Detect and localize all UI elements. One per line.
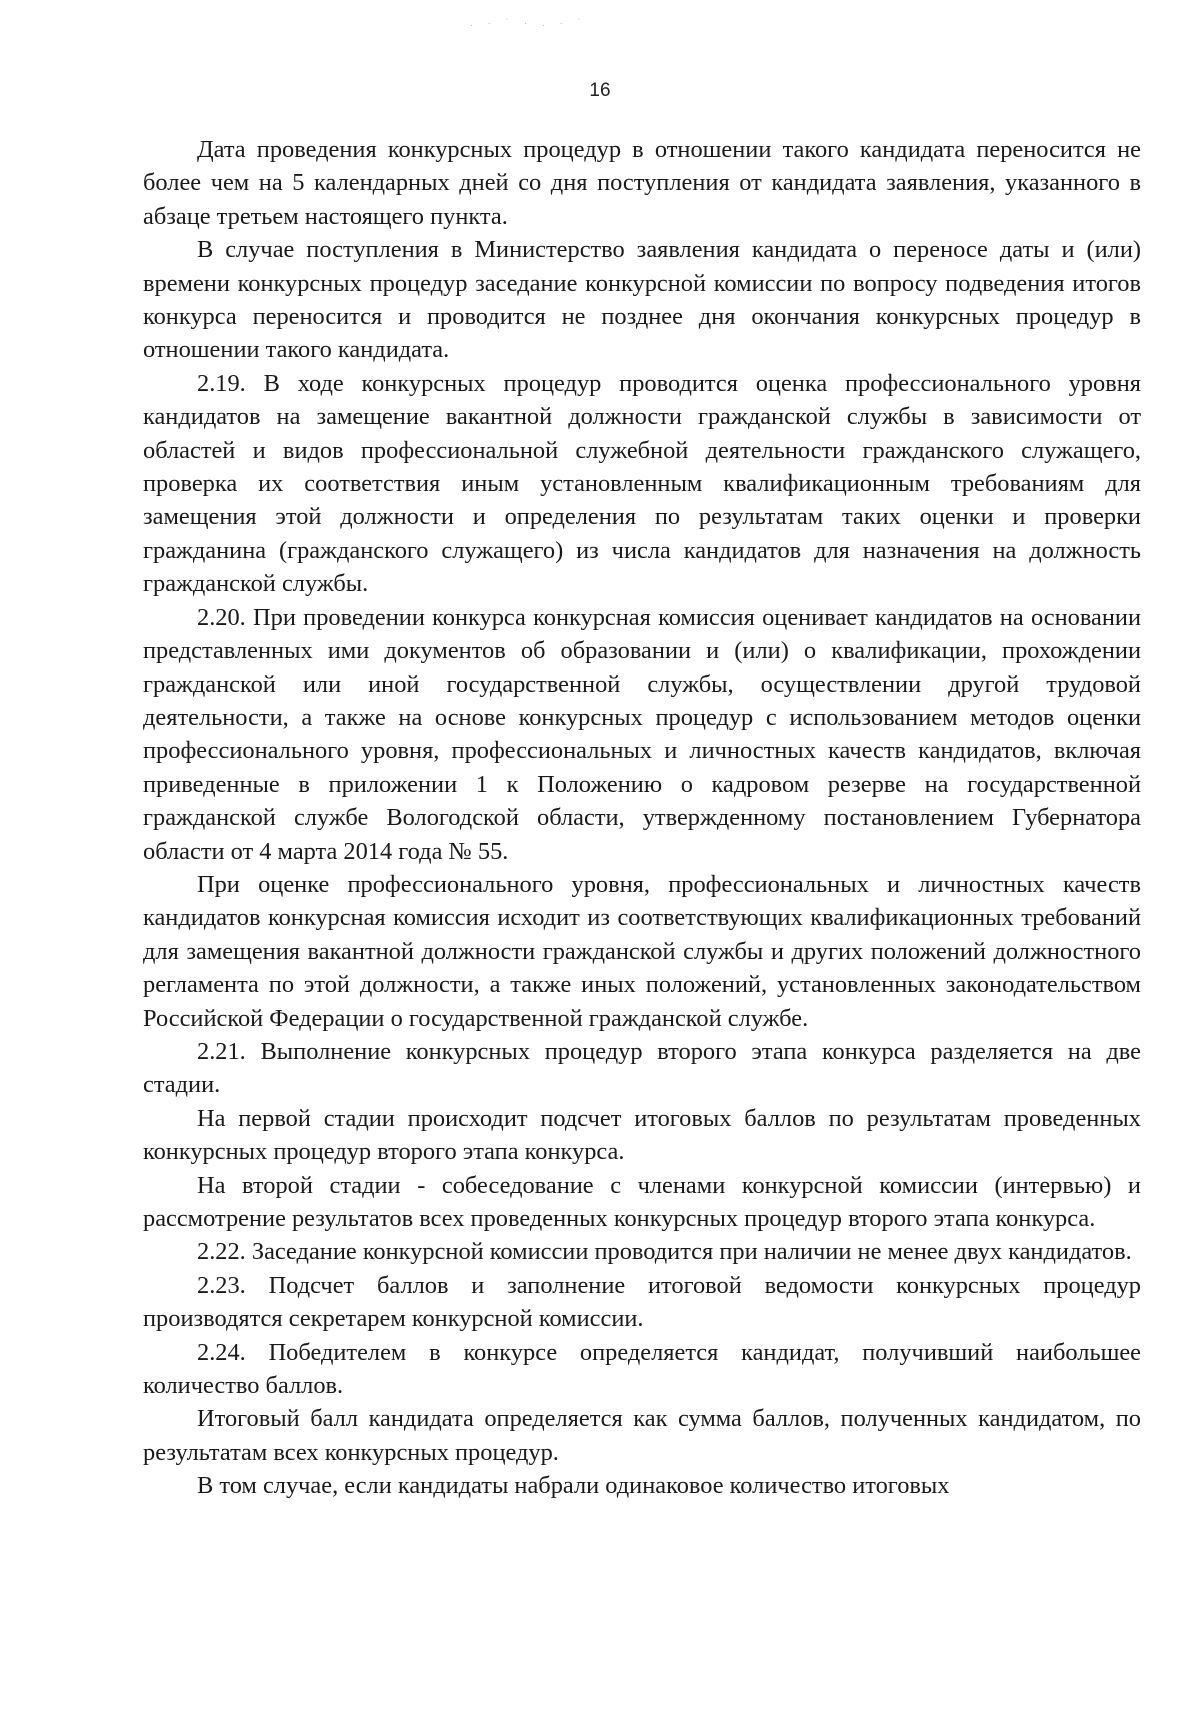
- paragraph: На первой стадии происходит подсчет итоговых баллов по результатам проведенных конкурсных процедур второго этапа конкурса.: [143, 1104, 1141, 1166]
- paragraph-2-21: 2.21. Выполнение конкурсных процедур второго этапа конкурса разделяется на две стадии.: [143, 1037, 1141, 1099]
- paragraph-2-20: 2.20. При проведении конкурса конкурсная комиссия оценивает кандидатов на основании представленных ими документов об образовании и (или) о квалификации, прохождении гражданской или иной государственной службы, осуществлении другой трудовой деятельности, а также на основе конкурсных процедур с использованием методов оценки профессионального уровня, профессиональных и личностных качеств кандидатов, включая приведенные в приложении 1 к Положению о кадровом резерве на государственной гражданской службе Вологодской области, утвержденному постановлением Губернатора области от 4 марта 2014 года № 55.: [143, 603, 1141, 865]
- scan-artifact: . · ˙ · . · ˙: [470, 18, 587, 29]
- paragraph-2-19: 2.19. В ходе конкурсных процедур проводится оценка профессионального уровня кандидатов на замещение вакантной должности гражданской службы в зависимости от областей и видов профессиональной служебной деятельности гражданского служащего, проверка их соответствия иным установленным квалификационным требованиям для замещения этой должности и определения по результатам таких оценки и проверки гражданина (гражданского служащего) из числа кандидатов для назначения на должность гражданской службы.: [143, 369, 1141, 598]
- paragraph-continued: В том случае, если кандидаты набрали одинаковое количество итоговых: [197, 1472, 950, 1500]
- paragraph: Итоговый балл кандидата определяется как сумма баллов, полученных кандидатом, по результатам всех конкурсных процедур.: [143, 1405, 1141, 1466]
- page-number: 16: [589, 80, 611, 101]
- paragraph-2-22: 2.22. Заседание конкурсной комиссии проводится при наличии не менее двух кандидатов.: [197, 1238, 1132, 1266]
- paragraph: Дата проведения конкурсных процедур в отношении такого кандидата переносится не более чем на 5 календарных дней со дня поступления от кандидата заявления, указанного в абзаце третьем настоящего пункта.: [143, 136, 1141, 230]
- paragraph: При оценке профессионального уровня, профессиональных и личностных качеств кандидатов конкурсная комиссия исходит из соответствующих квалификационных требований для замещения вакантной должности гражданской службы и других положений должностного регламента по этой должности, а также иных положений, установленных законодательством Российской Федерации о государственной гражданской службе.: [143, 870, 1141, 1032]
- paragraph-2-23: 2.23. Подсчет баллов и заполнение итоговой ведомости конкурсных процедур производятся секретарем конкурсной комиссии.: [143, 1271, 1141, 1333]
- paragraph: На второй стадии - собеседование с членами конкурсной комиссии (интервью) и рассмотрение результатов всех проведенных конкурсных процедур второго этапа конкурса.: [143, 1171, 1141, 1232]
- document-body: [143, 133, 1141, 1503]
- paragraph-2-24: 2.24. Победителем в конкурсе определяется кандидат, получивший наибольшее количество баллов.: [143, 1338, 1141, 1400]
- paragraph: В случае поступления в Министерство заявления кандидата о переносе даты и (или) времени конкурсных процедур заседание конкурсной комиссии по вопросу подведения итогов конкурса переносится и проводится не позднее дня окончания конкурсных процедур в отношении такого кандидата.: [143, 236, 1141, 364]
